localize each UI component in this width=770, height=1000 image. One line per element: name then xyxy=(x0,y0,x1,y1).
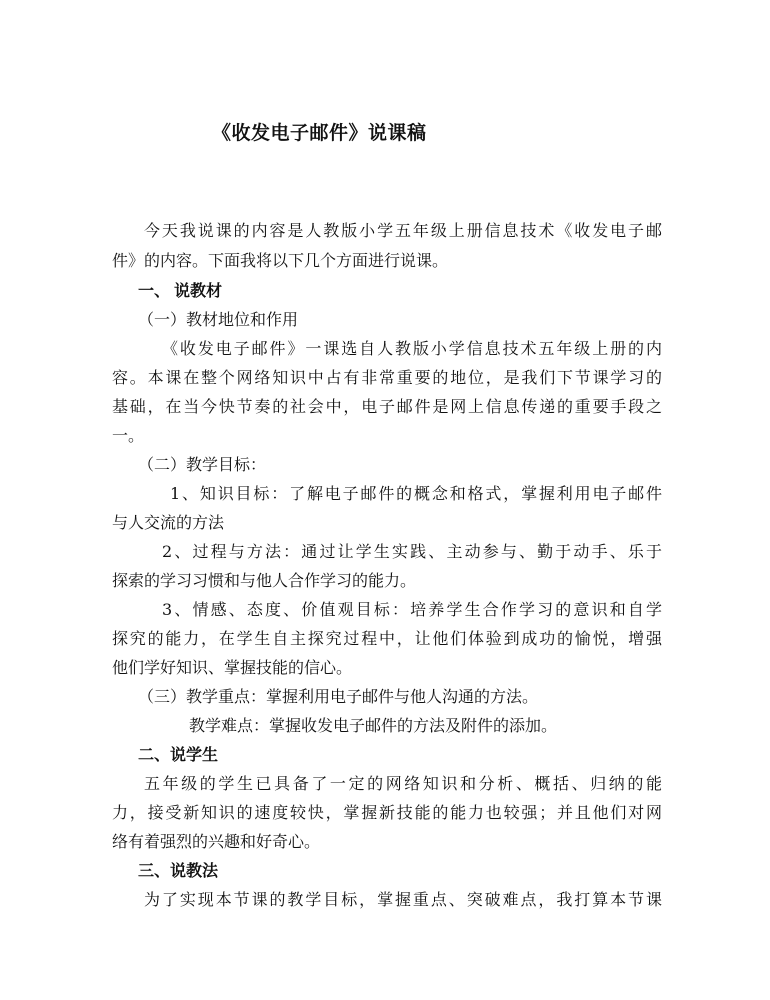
goal-line: 探究的能力，在学生自主探究过程中，让他们体验到成功的愉悦，增强 xyxy=(112,629,662,648)
students-line: 五年级的学生已具备了一定的网络知识和分析、概括、归纳的能 xyxy=(144,774,662,793)
section-title-1: 说教材 xyxy=(174,281,223,300)
subsection-heading-2: （二）教学目标： xyxy=(138,455,267,474)
intro-line-1: 今天我说课的内容是人教版小学五年级上册信息技术《收发电子邮 xyxy=(144,221,662,240)
document-title: 《收发电子邮件》说课稿 xyxy=(212,122,427,144)
method-line: 为了实现本节课的教学目标，掌握重点、突破难点，我打算本节课 xyxy=(144,890,662,909)
section-heading-3: 三、说教法 xyxy=(138,861,219,880)
goal-line: 探索的学习习惯和与他人合作学习的能力。 xyxy=(112,571,417,590)
students-line: 络有着强烈的兴趣和好奇心。 xyxy=(112,832,321,851)
paragraph-line: 容。本课在整个网络知识中占有非常重要的地位，是我们下节课学习的 xyxy=(112,368,662,387)
goal-line: 3、情感、态度、价值观目标：培养学生合作学习的意识和自学 xyxy=(162,600,662,619)
section-heading-1 xyxy=(138,281,222,303)
paragraph-line: 一。 xyxy=(112,426,145,445)
intro-line-2: 件》的内容。下面我将以下几个方面进行说课。 xyxy=(112,251,449,270)
section-heading-2: 二、说学生 xyxy=(138,745,219,764)
goal-line: 1、知识目标：了解电子邮件的概念和格式，掌握利用电子邮件 xyxy=(170,484,662,503)
difficulty-line: 教学难点：掌握收发电子邮件的方法及附件的添加。 xyxy=(189,716,558,735)
goal-line: 他们学好知识、掌握技能的信心。 xyxy=(112,658,353,677)
section-number-1: 一、 xyxy=(138,281,171,300)
students-line: 力，接受新知识的速度较快，掌握新技能的能力也较强；并且他们对网 xyxy=(112,803,662,822)
goal-line: 2、过程与方法：通过让学生实践、主动参与、勤于动手、乐于 xyxy=(162,542,662,561)
goal-line: 与人交流的方法 xyxy=(112,513,225,532)
subsection-heading-1: （一）教材地位和作用 xyxy=(138,310,299,329)
paragraph-line: 基础，在当今快节奏的社会中，电子邮件是网上信息传递的重要手段之 xyxy=(112,397,662,416)
subsection-heading-3: （三）教学重点：掌握利用电子邮件与他人沟通的方法。 xyxy=(138,687,539,706)
paragraph-line: 《收发电子邮件》一课选自人教版小学信息技术五年级上册的内 xyxy=(162,339,662,358)
